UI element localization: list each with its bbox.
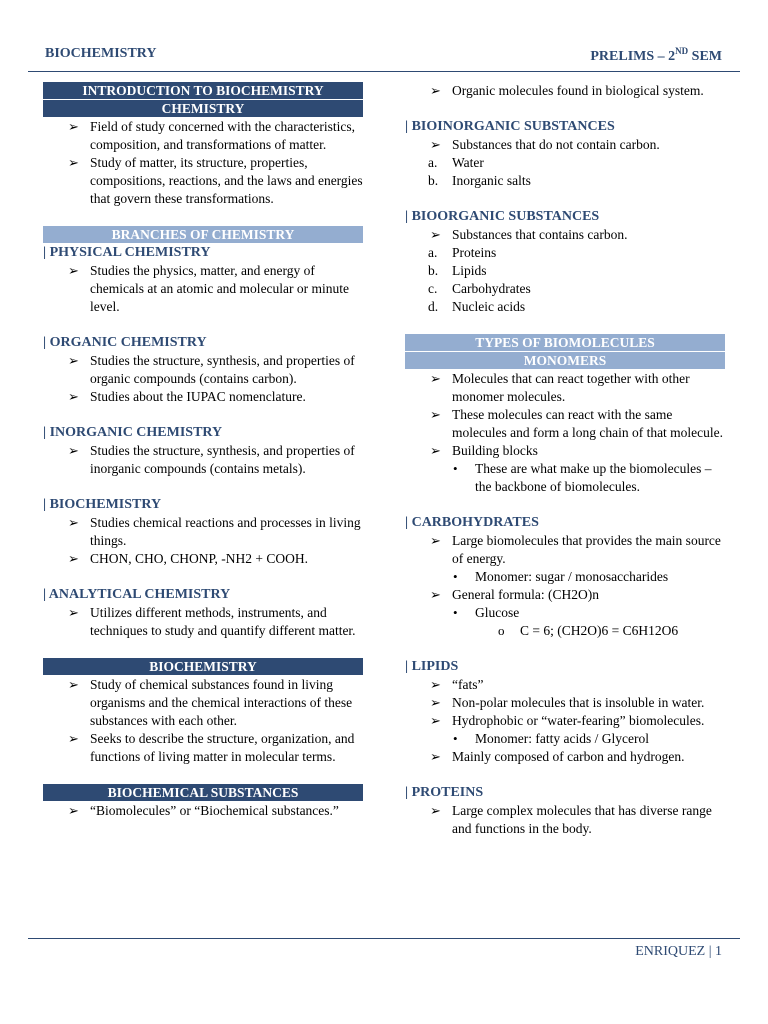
- header-subject: BIOCHEMISTRY: [45, 46, 157, 61]
- list-item: ➢ Utilizes different methods, instruments, and techniques to study and quantify different matter.: [68, 605, 356, 638]
- list-item: ➢ These molecules can react with the same molecules and form a long chain of that molecule.: [430, 407, 724, 440]
- list-item: ➢ Studies the structure, synthesis, and properties of organic compounds (contains carbon).: [68, 353, 355, 386]
- lipids-list: [405, 676, 725, 766]
- bioorganic-sublist: [405, 244, 725, 316]
- organic-chemistry-heading: | ORGANIC CHEMISTRY: [43, 335, 207, 350]
- left-column: [43, 82, 363, 820]
- header-term: PRELIMS – 2ND SEM: [590, 46, 722, 64]
- list-item: ➢ Building blocks • These are what make up the biomolecules – the backbone of biomolecules.: [452, 442, 725, 496]
- list-item: ➢ Mainly composed of carbon and hydrogen.: [430, 749, 685, 764]
- list-item: ➢ Organic molecules found in biological system.: [430, 83, 704, 98]
- list-item: ➢ Large biomolecules that provides the main source of energy. • Monomer: sugar / monosaccharides: [452, 532, 725, 586]
- list-item: • Glucose o C = 6; (CH2O)6 = C6H12O6: [475, 604, 725, 640]
- analytical-list: [43, 604, 363, 640]
- substances-list: [43, 802, 363, 820]
- list-item: ➢ CHON, CHO, CHONP, -NH2 + COOH.: [68, 551, 309, 566]
- types-banner: TYPES OF BIOMOLECULES: [405, 334, 725, 351]
- list-item: o C = 6; (CH2O)6 = C6H12O6: [498, 623, 679, 638]
- list-item: • These are what make up the biomolecules – the backbone of biomolecules.: [453, 461, 712, 494]
- physical-chemistry-heading: | PHYSICAL CHEMISTRY: [43, 245, 211, 260]
- bioorganic-list: [405, 226, 725, 244]
- list-item: b. Inorganic salts: [428, 173, 531, 188]
- physical-list: [43, 262, 363, 316]
- monomers-banner: MONOMERS: [405, 352, 725, 369]
- list-item: ➢ Study of matter, its structure, properties, compositions, reactions, and the laws and energies that govern these transformations.: [68, 155, 363, 206]
- footer-divider: [28, 938, 740, 939]
- proteins-heading: | PROTEINS: [405, 785, 484, 800]
- organic-list: [43, 352, 363, 406]
- biochemistry-heading: | BIOCHEMISTRY: [43, 497, 162, 512]
- biochemistry-list: [43, 676, 363, 766]
- list-item: ➢ Studies about the IUPAC nomenclature.: [68, 389, 306, 404]
- list-item: ➢ General formula: (CH2O)n • Glucose o C = 6; (CH2O)6 = C6H12O6: [452, 586, 725, 640]
- bioinorganic-sublist: [405, 154, 725, 190]
- inorganic-list: [43, 442, 363, 478]
- bioinorganic-heading: | BIOINORGANIC SUBSTANCES: [405, 119, 615, 134]
- intro-banner: INTRODUCTION TO BIOCHEMISTRY: [43, 82, 363, 99]
- list-item: ➢ Large complex molecules that has diverse range and functions in the body.: [430, 803, 712, 836]
- list-item: ➢ Studies the physics, matter, and energy of chemicals at an atomic and molecular or minute level.: [68, 263, 350, 314]
- biochemical-substances-banner: BIOCHEMICAL SUBSTANCES: [43, 784, 363, 801]
- proteins-list: [405, 802, 725, 838]
- chemistry-list: [43, 118, 363, 208]
- list-item: ➢ Field of study concerned with the characteristics, composition, and transformations of matter.: [68, 119, 356, 152]
- bioinorganic-list: [405, 136, 725, 154]
- list-item: ➢ Seeks to describe the structure, organization, and functions of living matter in molecular terms.: [68, 731, 355, 764]
- branches-banner: BRANCHES OF CHEMISTRY: [43, 226, 363, 243]
- analytical-chemistry-heading: | ANALYTICAL CHEMISTRY: [43, 587, 231, 602]
- list-item: ➢ Substances that contains carbon.: [430, 227, 628, 242]
- right-column: [405, 82, 725, 838]
- list-item: a. Proteins: [428, 245, 497, 260]
- footer-page-label: ENRIQUEZ | 1: [635, 944, 722, 959]
- list-item: ➢ Hydrophobic or “water-fearing” biomolecules. • Monomer: fatty acids / Glycerol: [452, 712, 725, 748]
- list-item: ➢ Molecules that can react together with other monomer molecules.: [430, 371, 690, 404]
- list-item: • Monomer: sugar / monosaccharides: [453, 569, 669, 584]
- biochemistry-branch-list: [43, 514, 363, 568]
- list-item: ➢ Non-polar molecules that is insoluble in water.: [430, 695, 705, 710]
- list-item: ➢ Studies chemical reactions and processes in living things.: [68, 515, 361, 548]
- lipids-heading: | LIPIDS: [405, 659, 459, 674]
- bioorganic-heading: | BIOORGANIC SUBSTANCES: [405, 209, 600, 224]
- biochemistry-banner: BIOCHEMISTRY: [43, 658, 363, 675]
- carbohydrates-heading: | CARBOHYDRATES: [405, 515, 539, 530]
- list-item: ➢ “fats”: [430, 677, 484, 692]
- list-item: • Monomer: fatty acids / Glycerol: [453, 731, 649, 746]
- carbohydrates-list: [405, 532, 725, 640]
- chemistry-banner: CHEMISTRY: [43, 100, 363, 117]
- list-item: c. Carbohydrates: [428, 281, 531, 296]
- list-item: ➢ “Biomolecules” or “Biochemical substances.”: [68, 803, 339, 818]
- monomers-list: [405, 370, 725, 496]
- list-item: ➢ Studies the structure, synthesis, and properties of inorganic compounds (contains metals).: [68, 443, 355, 476]
- header-divider: [28, 71, 740, 72]
- list-item: ➢ Substances that do not contain carbon.: [430, 137, 660, 152]
- continued-list: [405, 82, 725, 100]
- inorganic-chemistry-heading: | INORGANIC CHEMISTRY: [43, 425, 223, 440]
- list-item: b. Lipids: [428, 263, 487, 278]
- list-item: a. Water: [428, 155, 484, 170]
- list-item: d. Nucleic acids: [428, 299, 526, 314]
- list-item: ➢ Study of chemical substances found in living organisms and the chemical interactions of these substances with each other.: [68, 677, 353, 728]
